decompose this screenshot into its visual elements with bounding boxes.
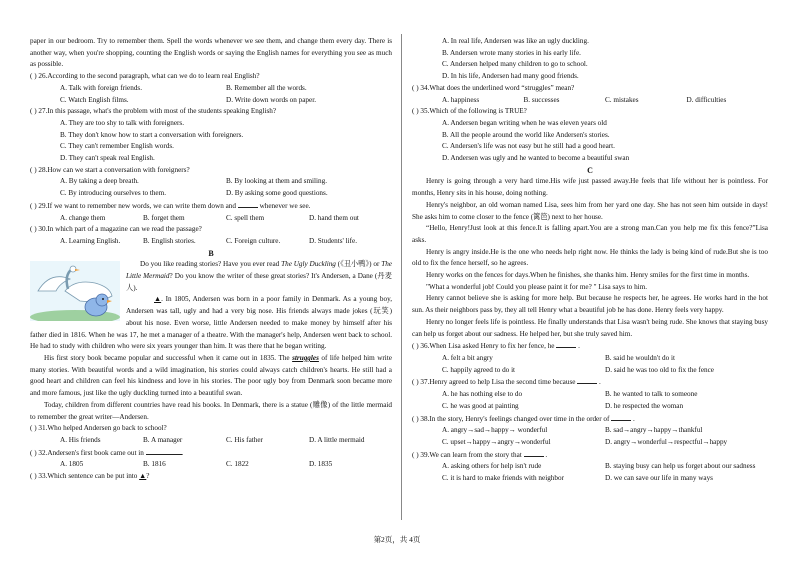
- option-d: D. In his life, Andersen had many good friends.: [442, 72, 579, 81]
- question-37: [412, 376, 768, 412]
- paragraph: Henry no longer feels life is pointless. He finally understands that Lisa wasn't being rude. She knows that staying busy can help us forget about our sadness. He helped her, but she truly saved him.: [412, 317, 768, 338]
- question-26: [30, 71, 392, 106]
- question-stem: [412, 413, 768, 426]
- option-d: D. difficulties: [686, 95, 727, 104]
- stem-text: .: [578, 342, 580, 351]
- paragraph: [30, 353, 392, 400]
- question-33-stem: [30, 471, 392, 483]
- paragraph: "What a wonderful job! Could you please paint it for me? " Lisa says to him.: [426, 282, 648, 291]
- book-title: The Little Mermaid: [126, 260, 392, 281]
- option-a: A. They are too shy to talk with foreigners.: [60, 118, 185, 127]
- stem-text: .: [599, 378, 601, 387]
- text: . In 1805, Andersen was born in a poor family in Denmark. As a young boy, Andersen was tall, ugly and had a very big nose. His friends always made jokes (玩笑) about his nose. Even worse, little Andersen needed to make money by himself after his father died in 1816. When he was 17, he met a manager of a theatre. With the manager's help, Andersen went back to school. He had to study with children who were six years younger than him. It was there that he began writing.: [30, 295, 392, 351]
- option-a: A. 1805: [60, 460, 84, 469]
- option-d: D. 1835: [309, 460, 333, 469]
- stem-text: ( ) 32.Andersen's first book came out in: [30, 448, 144, 457]
- passage-c: [412, 176, 768, 340]
- answer-blank: [146, 447, 182, 455]
- option-c: C. Andersen's life was not easy but he still had a good heart.: [442, 142, 615, 151]
- stem-text: .: [633, 414, 635, 423]
- option-b: B. English stories.: [143, 236, 196, 245]
- option-c: C. upset→happy→angry→wonderful: [442, 437, 551, 446]
- paragraph: Henry works on the fences for days.When he finishes, she thanks him. Henry smiles for the first time in months.: [426, 271, 750, 280]
- option-b: B. sad→angry→happy→thankful: [605, 426, 703, 435]
- stem-text: whenever we see.: [259, 201, 311, 210]
- question-30: [30, 224, 392, 247]
- question-38: [412, 413, 768, 449]
- option-b: B. 1816: [143, 460, 166, 469]
- option-b: B. By looking at them and smiling.: [226, 177, 328, 186]
- option-c: C. By introducing ourselves to them.: [60, 189, 167, 198]
- option-a: A. In real life, Andersen was like an ugly duckling.: [442, 37, 589, 45]
- option-c: C. They can't remember English words.: [60, 142, 174, 151]
- option-b: B. Andersen wrote many stories in his early life.: [442, 48, 581, 57]
- option-b: B. he wanted to talk to someone: [605, 390, 698, 399]
- question-29: [30, 200, 392, 224]
- paragraph: “Hello, Henry!Just look at this fence.It is falling apart.You are a strong man.Can you help me fix this fence?”Lisa asks.: [412, 224, 768, 244]
- option-d: D. Write down words on paper.: [226, 95, 317, 104]
- question-27: [30, 106, 392, 165]
- question-stem: [412, 449, 768, 462]
- option-a: A. felt a bit angry: [442, 353, 493, 362]
- stem-text: .: [181, 448, 184, 457]
- answer-blank: [556, 340, 576, 348]
- option-d: D. They can't speak real English.: [60, 154, 155, 163]
- stem-text: ( ) 37.Henry agreed to help Lisa the second time because: [412, 378, 576, 387]
- question-35: [412, 106, 768, 165]
- option-a: A. Talk with foreign friends.: [60, 83, 143, 92]
- paragraph: Henry cannot believe she is asking for more help. But because he respects her, he agrees. He works hard in the hot sun. As their neighbors pass by, they all tell Henry what a beautiful job he has done. Henry feels very happy.: [412, 294, 768, 315]
- question-stem: ( ) 30.In which part of a magazine can we read the passage?: [30, 225, 202, 234]
- section-heading-c: C: [587, 165, 593, 175]
- option-a: A. Learning English.: [60, 236, 121, 245]
- stem-text: ?: [146, 472, 150, 481]
- option-d: D. hand them out: [309, 213, 359, 222]
- question-33-options: [412, 36, 768, 83]
- option-c: C. happily agreed to do it: [442, 365, 516, 374]
- column-divider: [401, 34, 402, 520]
- option-c: C. Watch English films.: [60, 95, 129, 104]
- section-heading-b: B: [208, 248, 214, 258]
- option-a: A. Andersen began writing when he was eleven years old: [442, 118, 607, 127]
- question-34: [412, 83, 768, 106]
- option-c: C. mistakes: [605, 95, 639, 104]
- question-stem: ( ) 27.In this passage, what's the problem with most of the students speaking English?: [30, 107, 277, 116]
- option-b: B. They don't know how to start a conversation with foreigners.: [60, 130, 244, 139]
- blank-marker: ▲: [139, 472, 147, 481]
- option-b: B. A manager: [143, 435, 183, 444]
- text: Do you like reading stories? Have you ever read: [140, 260, 282, 269]
- option-d: D. Andersen was ugly and he wanted to become a beautiful swan: [442, 154, 630, 163]
- option-c: C. spell them: [226, 213, 265, 222]
- stem-text: ( ) 39.We can learn from the story that: [412, 450, 522, 459]
- book-title: The Ugly Duckling: [281, 260, 336, 269]
- option-d: D. we can save our life in many ways: [605, 474, 713, 483]
- option-c: C. 1822: [226, 460, 249, 469]
- paragraph: Today, children from different countries have read his books. In Denmark, there is a statue (雕像) of the little mermaid to remember the great writer—Andersen.: [30, 400, 392, 421]
- option-b: B. staying busy can help us forget about our sadness: [605, 462, 756, 471]
- text: ? Do you know the writer of these great stories? It's Andersen, a Dane (丹麦人).: [126, 272, 392, 292]
- answer-blank: [611, 413, 631, 421]
- option-a: A. happiness: [442, 95, 480, 104]
- text: (《丑小鸭》) or: [335, 260, 382, 269]
- right-column: [412, 36, 768, 485]
- option-b: B. forget them: [143, 213, 185, 222]
- option-c: C. Andersen helped many children to go to school.: [442, 60, 588, 69]
- question-stem: [412, 340, 768, 353]
- option-a: A. change them: [60, 213, 106, 222]
- answer-blank: [238, 200, 258, 208]
- stem-text: ( ) 29.If we want to remember new words, we can write them down and: [30, 201, 236, 210]
- question-stem: ( ) 34.What does the underlined word “struggles” mean?: [412, 83, 575, 92]
- blank-marker: ▲: [154, 295, 162, 304]
- option-d: D. angry→wonderful→respectful→happy: [605, 437, 728, 446]
- option-b: B. successes: [523, 95, 560, 104]
- stem-text: ( ) 38.In the story, Henry's feelings changed over time in the order of: [412, 414, 610, 423]
- answer-blank: [577, 376, 597, 384]
- passage-b: [30, 259, 392, 423]
- option-d: D. he respected the woman: [605, 401, 684, 410]
- swan-duckling-illustration: [30, 261, 120, 321]
- question-stem: [30, 200, 392, 213]
- stem-text: ( ) 36.When Lisa asked Henry to fix her fence, he: [412, 342, 555, 351]
- question-28: [30, 165, 392, 200]
- question-stem: ( ) 35.Which of the following is TRUE?: [412, 107, 527, 116]
- text: of life helped him write many stories. With beautiful words and a wild imagination, his stories could always catch children's hearts. He still had a good heart and children can feel his kindness and love in his stories. The poor ugly boy from Denmark soon became more and more famous, just like the ugly duckling turned into a beautiful swan.: [30, 353, 392, 398]
- left-column: [30, 36, 392, 483]
- option-c: C. he was good at painting: [442, 401, 519, 410]
- option-d: D. Students' life.: [309, 236, 358, 245]
- answer-blank: [524, 449, 544, 457]
- option-a: A. angry→sad→happy→ wonderful: [442, 426, 548, 435]
- paragraph: Henry's neighbor, an old woman named Lisa, sees him from her yard one day. She has not seen him outside in days! She asks him to come closer to the fence (篱笆) next to her house.: [412, 200, 768, 221]
- option-c: C. Foreign culture.: [226, 236, 281, 245]
- option-b: B. Remember all the words.: [226, 83, 307, 92]
- question-32: [30, 447, 392, 471]
- question-stem: ( ) 26.According to the second paragraph, what can we do to learn real English?: [30, 72, 260, 81]
- question-39: [412, 449, 768, 485]
- paragraph: Henry is angry inside.He is the one who needs help right now. He thinks the lady is being kind of rude.But she is too old to fix the fence herself, so he agrees.: [412, 247, 768, 268]
- underlined-word: struggles: [292, 353, 319, 362]
- question-31: [30, 423, 392, 446]
- option-c: C. it is hard to make friends with neighbor: [442, 474, 564, 483]
- stem-text: .: [545, 450, 548, 459]
- option-a: A. His friends: [60, 435, 101, 444]
- option-d: D. A little mermaid: [309, 435, 365, 444]
- paragraph: Henry is going through a very hard time.His wife just passed away.He feels that life without her is pointless. For months, Henry sits in his house, doing nothing.: [412, 177, 768, 198]
- page-footer: 第2页，共 4页: [373, 535, 421, 544]
- question-stem: ( ) 31.Who helped Andersen go back to school?: [30, 424, 167, 433]
- option-d: D. By asking some good questions.: [226, 189, 328, 198]
- option-d: D. said he was too old to fix the fence: [605, 365, 714, 374]
- question-36: [412, 340, 768, 376]
- passage-a-end: paper in our bedroom. Try to remember them. Spell the words whenever we see them, and change them every day. There is another way, when you're shopping, counting the English words or saying the English names for everything you see as much as possible.: [30, 37, 392, 69]
- option-a: A. asking others for help isn't rude: [442, 462, 542, 471]
- option-b: B. All the people around the world like Andersen's stories.: [442, 130, 610, 139]
- option-c: C. His father: [226, 435, 263, 444]
- option-b: B. said he wouldn't do it: [605, 353, 675, 362]
- question-stem: ( ) 28.How can we start a conversation with foreigners?: [30, 165, 190, 174]
- text: His first story book became popular and successful when it came out in 1835. The: [44, 353, 293, 362]
- question-stem: [30, 447, 392, 460]
- question-stem: [412, 376, 768, 389]
- option-a: A. By taking a deep breath.: [60, 177, 139, 186]
- stem-text: ( ) 33.Which sentence can be put into: [30, 472, 140, 481]
- option-a: A. he has nothing else to do: [442, 390, 523, 399]
